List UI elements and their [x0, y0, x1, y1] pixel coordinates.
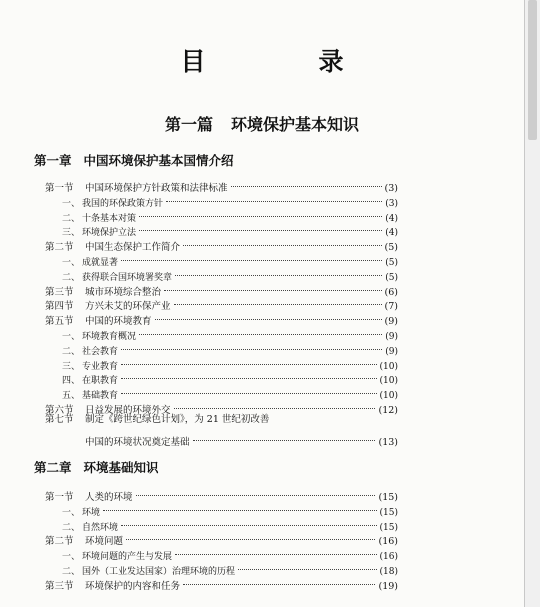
- section-number: 第二节: [45, 242, 74, 254]
- dot-leader: [126, 525, 375, 540]
- dot-leader: [164, 276, 382, 291]
- subsection-title: 在职教育: [82, 376, 119, 387]
- section-number: 第三节: [45, 286, 74, 298]
- subsection-title: 环境教育概况: [82, 332, 137, 342]
- section-title: 日益发展的环境外交: [85, 405, 171, 416]
- subsection-title: 环境问题的产生与发展: [82, 552, 173, 563]
- page-number: (13): [378, 436, 398, 448]
- subsection-title: 我国的环保政策方针: [82, 198, 164, 209]
- chapter-title: 环境基础知识: [83, 460, 159, 475]
- section-title: 中国生态保护工作简介: [85, 242, 181, 254]
- page-number: (15): [379, 507, 398, 518]
- section-title: 制定《跨世纪绿色计划》，为 21 世纪初改善: [85, 413, 270, 425]
- chapter-number: 第二章: [34, 460, 72, 475]
- dot-leader: [121, 364, 376, 379]
- chapter-number: 第一章: [34, 153, 72, 168]
- subsection-title: 专业教育: [82, 361, 119, 372]
- dot-leader: [193, 426, 376, 441]
- subsection-number: 五、: [62, 391, 81, 402]
- page-number: (9): [385, 346, 398, 357]
- page-number: (5): [385, 258, 398, 268]
- part-number: 第一篇: [164, 115, 213, 134]
- dot-leader: [175, 261, 382, 276]
- dot-leader: [174, 394, 376, 409]
- section-number: 第六节: [45, 405, 74, 416]
- chapter-heading: [34, 458, 159, 476]
- subsection-number: 二、: [62, 346, 81, 357]
- section-number: 第七节: [45, 413, 74, 425]
- dot-leader: [121, 511, 376, 526]
- subsection-title: 成就显著: [82, 258, 119, 268]
- dot-leader: [155, 305, 382, 320]
- page-number: (4): [385, 213, 398, 224]
- subsection-number: 一、: [62, 552, 81, 563]
- dot-leader: [174, 290, 382, 305]
- subsection-title: 十条基本对策: [82, 213, 137, 224]
- page-number: (15): [379, 522, 398, 533]
- subsection-number: 一、: [62, 198, 81, 209]
- subsection-number: 二、: [62, 567, 81, 577]
- page-number: (5): [385, 272, 398, 283]
- dot-leader: [231, 172, 382, 187]
- dot-leader: [238, 555, 376, 570]
- subsection-title: 自然环境: [82, 522, 119, 533]
- page-number: (12): [378, 405, 398, 416]
- subsection-number: 一、: [62, 507, 81, 518]
- page-number: (10): [379, 376, 398, 387]
- section-title: 城市环境综合整治: [85, 286, 162, 298]
- dot-leader: [139, 202, 382, 217]
- section-title: 中国的环境教育: [85, 316, 152, 328]
- subsection-number: 二、: [62, 522, 81, 533]
- dot-leader: [136, 481, 376, 496]
- section-number: 第一节: [45, 183, 74, 194]
- section-number: 第一节: [45, 492, 74, 503]
- page-title: 目 录: [180, 47, 388, 76]
- section-title-continued: 中国的环境状况奠定基础: [85, 436, 190, 448]
- section-title: 中国环境保护方针政策和法律标准: [85, 183, 228, 194]
- dot-leader: [121, 379, 376, 394]
- page-number: (18): [379, 567, 398, 577]
- subsection-number: 一、: [62, 332, 81, 342]
- subsection-number: 二、: [62, 272, 81, 283]
- dot-leader: [175, 540, 376, 555]
- subsection-title: 基础教育: [82, 391, 119, 402]
- page-number: (16): [379, 552, 398, 563]
- page-number: (3): [384, 183, 398, 194]
- page-number: (16): [378, 536, 398, 548]
- part-title: 环境保护基本知识: [231, 115, 360, 134]
- section-number: 第二节: [45, 536, 74, 548]
- subsection-number: 四、: [62, 376, 81, 387]
- subsection-title: 环境保护立法: [82, 228, 137, 239]
- section-number: 第四节: [45, 301, 74, 313]
- dot-leader: [121, 350, 376, 365]
- page-number: (3): [385, 198, 398, 209]
- page-number: (15): [378, 492, 398, 503]
- section-title: 方兴未艾的环保产业: [85, 301, 171, 313]
- page-number: (4): [385, 228, 398, 239]
- dot-leader: [183, 231, 382, 246]
- dot-leader: [121, 335, 382, 350]
- subsection-number: 三、: [62, 361, 81, 372]
- page-number: (7): [384, 301, 398, 313]
- subsection-title: 国外（工业发达国家）治理环境的历程: [82, 567, 236, 577]
- page-number: (9): [384, 316, 398, 328]
- page-number: (9): [385, 332, 398, 342]
- toc-section[interactable]: [45, 574, 398, 592]
- subsection-number: 一、: [62, 258, 81, 268]
- dot-leader: [103, 496, 376, 511]
- toc-section[interactable]: [45, 398, 398, 416]
- dot-leader: [166, 187, 382, 202]
- dot-leader: [139, 320, 382, 335]
- dot-leader: [183, 570, 375, 585]
- vertical-scrollbar[interactable]: [524, 0, 540, 607]
- dot-leader: [139, 216, 382, 231]
- subsection-number: 三、: [62, 228, 81, 239]
- subsection-title: 环境: [82, 507, 101, 518]
- page-number: (19): [378, 580, 398, 592]
- subsection-title: 社会教育: [82, 346, 119, 357]
- dot-leader: [121, 246, 382, 261]
- page-number: (10): [379, 391, 398, 402]
- page-number: (10): [379, 361, 398, 372]
- page-number: (5): [384, 242, 398, 254]
- chapter-title: 中国环境保护基本国情介绍: [83, 153, 234, 168]
- part-heading: [0, 112, 524, 135]
- subsection-title: 获得联合国环境署奖章: [82, 272, 173, 283]
- subsection-number: 二、: [62, 213, 81, 224]
- page-number: (6): [384, 286, 398, 298]
- section-number: 第五节: [45, 316, 74, 328]
- section-title: 人类的环境: [85, 492, 133, 503]
- chapter-heading: [34, 151, 234, 169]
- toc-section-continuation[interactable]: [85, 430, 398, 448]
- section-title: 环境保护的内容和任务: [85, 580, 181, 592]
- section-title: 环境问题: [85, 536, 124, 548]
- scrollbar-thumb[interactable]: [528, 0, 537, 140]
- section-number: 第三节: [45, 580, 74, 592]
